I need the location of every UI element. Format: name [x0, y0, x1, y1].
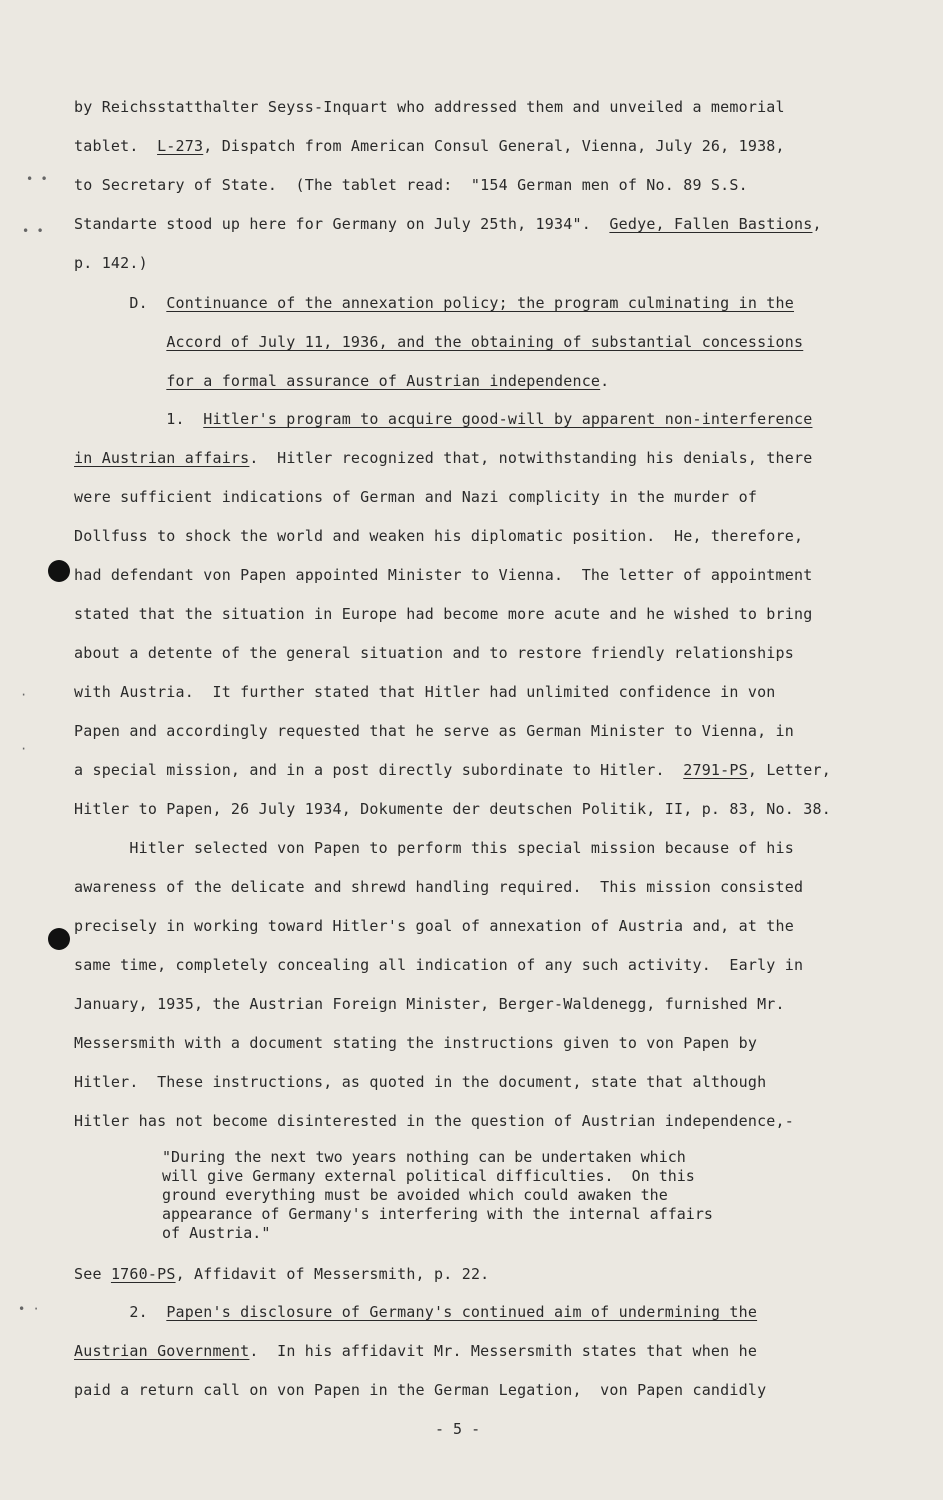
body-line: precisely in working toward Hitler's goal of annexation of Austria and, at the	[74, 917, 794, 935]
body-line: to Secretary of State. (The tablet read: "154 German men of No. 89 S.S.	[74, 176, 748, 194]
body-line: Dollfuss to shock the world and weaken his diplomatic position. He, therefore,	[74, 527, 804, 545]
block-quote-line: "During the next two years nothing can be undertaken which	[162, 1148, 686, 1166]
block-quote-line: will give Germany external political difficulties. On this	[162, 1167, 695, 1185]
body-line: stated that the situation in Europe had become more acute and he wished to bring	[74, 605, 813, 623]
body-line: same time, completely concealing all indication of any such activity. Early in	[74, 956, 804, 974]
exhibit-ref: 1760-PS	[110, 1265, 176, 1283]
exhibit-ref: L-273	[157, 137, 204, 155]
body-line: tablet. L-273, Dispatch from American Consul General, Vienna, July 26, 1938,	[74, 137, 785, 155]
margin-mark: ·	[20, 688, 28, 702]
body-line: Hitler selected von Papen to perform this special mission because of his	[74, 839, 794, 857]
margin-mark: • ·	[18, 1302, 40, 1316]
body-line: Hitler to Papen, 26 July 1934, Dokumente der deutschen Politik, II, p. 83, No. 38.	[74, 800, 831, 818]
body-line: Standarte stood up here for Germany on July 25th, 1934". Gedye, Fallen Bastions,	[74, 215, 822, 233]
margin-mark: • •	[22, 224, 44, 238]
exhibit-ref: 2791-PS	[683, 761, 748, 779]
body-line: were sufficient indications of German and Nazi complicity in the murder of	[74, 488, 758, 506]
body-line: a special mission, and in a post directly subordinate to Hitler. 2791-PS, Letter,	[74, 761, 831, 779]
body-line: awareness of the delicate and shrewd handling required. This mission consisted	[74, 878, 804, 896]
punch-hole-bottom	[48, 928, 70, 950]
source-ref: Gedye, Fallen Bastions	[609, 215, 813, 233]
body-line: about a detente of the general situation and to restore friendly relationships	[74, 644, 794, 662]
subsection-heading: 1. Hitler's program to acquire good-will by apparent non-interference	[74, 410, 813, 428]
subsection-heading: 2. Papen's disclosure of Germany's continued aim of undermining the	[74, 1303, 758, 1321]
body-line: in Austrian affairs. Hitler recognized that, notwithstanding his denials, there	[74, 449, 813, 467]
block-quote-line: appearance of Germany's interfering with the internal affairs	[162, 1205, 713, 1223]
block-quote-line: ground everything must be avoided which could awaken the	[162, 1186, 668, 1204]
punch-hole-top	[48, 560, 70, 582]
section-heading: Accord of July 11, 1936, and the obtaining of substantial concessions	[166, 333, 804, 351]
section-heading: for a formal assurance of Austrian independence.	[166, 372, 610, 390]
body-line: Papen and accordingly requested that he serve as German Minister to Vienna, in	[74, 722, 794, 740]
body-line: had defendant von Papen appointed Minister to Vienna. The letter of appointment	[74, 566, 813, 584]
citation-line: See 1760-PS, Affidavit of Messersmith, p. 22.	[74, 1265, 490, 1283]
body-line: p. 142.)	[74, 254, 148, 272]
body-line: paid a return call on von Papen in the German Legation, von Papen candidly	[74, 1381, 767, 1399]
body-line: by Reichsstatthalter Seyss-Inquart who addressed them and unveiled a memorial	[74, 98, 785, 116]
section-heading: D. Continuance of the annexation policy; the program culminating in the	[74, 294, 795, 312]
margin-mark: • •	[26, 172, 48, 186]
margin-mark: ·	[20, 742, 28, 756]
page-number: - 5 -	[435, 1420, 481, 1438]
body-line: January, 1935, the Austrian Foreign Minister, Berger-Waldenegg, furnished Mr.	[74, 995, 785, 1013]
body-line: Hitler. These instructions, as quoted in the document, state that although	[74, 1073, 767, 1091]
body-line: with Austria. It further stated that Hitler had unlimited confidence in von	[74, 683, 776, 701]
body-line: Austrian Government. In his affidavit Mr. Messersmith states that when he	[74, 1342, 758, 1360]
body-line: Messersmith with a document stating the instructions given to von Papen by	[74, 1034, 758, 1052]
block-quote-line: of Austria."	[162, 1224, 271, 1242]
body-line: Hitler has not become disinterested in the question of Austrian independence,-	[74, 1112, 794, 1130]
